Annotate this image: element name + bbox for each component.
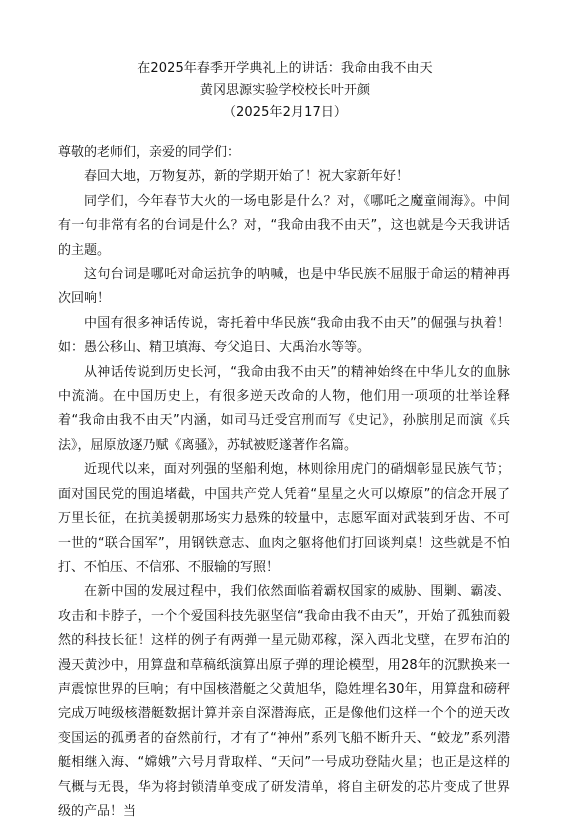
document-title: 在2025年春季开学典礼上的讲话：我命由我不由天: [137, 61, 433, 76]
salutation: 尊敬的老师们，亲爱的同学们：: [58, 145, 241, 160]
paragraph-nezha-spirit: 这句台词是哪吒对命运抗争的呐喊，也是中华民族不屈服于命运的精神再次回响！: [58, 267, 510, 307]
speech-body: [58, 141, 510, 824]
speaker-line: 黄冈思源实验学校校长叶开颜: [199, 83, 371, 98]
paragraph-greeting: 春回大地，万物复苏，新的学期开始了！祝大家新年好！: [84, 169, 410, 185]
paragraph-history: 从神话传说到历史长河，“我命由我不由天”的精神始终在中华儿女的血脉中流淌。在中国历史上，有很多逆天改命的人物，他们用一项项的壮举诠释着“我命由我不由天”内涵，如司马迁受宫刑而写《史记》，孙膑刖足而演《兵法》，屈原放逐乃赋《离骚》，苏轼被贬遂著作名篇。: [58, 364, 510, 453]
date-line: （2025年2月17日）: [222, 105, 348, 120]
document-header: [0, 58, 570, 124]
paragraph-movie-question: 同学们，今年春节大火的一场电影是什么？对，《哪吒之魔童闹海》。中间有一句非常有名的台词是什么？对，“我命由我不由天”，这也就是今天我讲话的主题。: [58, 193, 510, 258]
paragraph-new-china: 在新中国的发展过程中，我们依然面临着霸权国家的威胁、围剿、霸凌、攻击和卡脖子，一个个爱国科技先驱坚信“我命由我不由天”，开始了孤独而毅然的科技长征！这样的例子有两弹一星元勋邓稼，深入西北戈壁，在罗布泊的漫天黄沙中，用算盘和草稿纸演算出原子弹的理论模型，用28年的沉默换来一声震惊世界的巨响；有中国核潜艇之父黄旭华，隐姓埋名30年，用算盘和磅秤完成万吨级核潜艇数据计算并亲自深潜海底，正是像他们这样一个个的逆天改变国运的孤勇者的奋然前行，才有了“神州”系列飞船不断升天、“蛟龙”系列潜艇相继入海、“嫦娥”六号月背取样、“天问”一号成功登陆火星；也正是这样的气概与无畏，华为将封锁清单变成了研发清单，将自主研发的芯片变成了世界级的产品！当: [58, 584, 510, 819]
paragraph-modern-history: 近现代以来，面对列强的坚船利炮，林则徐用虎门的硝烟彰显民族气节；面对国民党的围追堵截，中国共产党人凭着“星星之火可以燎原”的信念开展了万里长征，在抗美援朝那场实力悬殊的较量中，志愿军面对武装到牙齿、不可一世的“联合国军”，用钢铁意志、血肉之躯将他们打回谈判桌！这些就是不怕打、不怕压、不信邪、不服输的写照！: [58, 462, 510, 575]
paragraph-myths: 中国有很多神话传说，寄托着中华民族“我命由我不由天”的倔强与执着！如：愚公移山、精卫填海、夸父追日、大禹治水等等。: [58, 315, 510, 356]
